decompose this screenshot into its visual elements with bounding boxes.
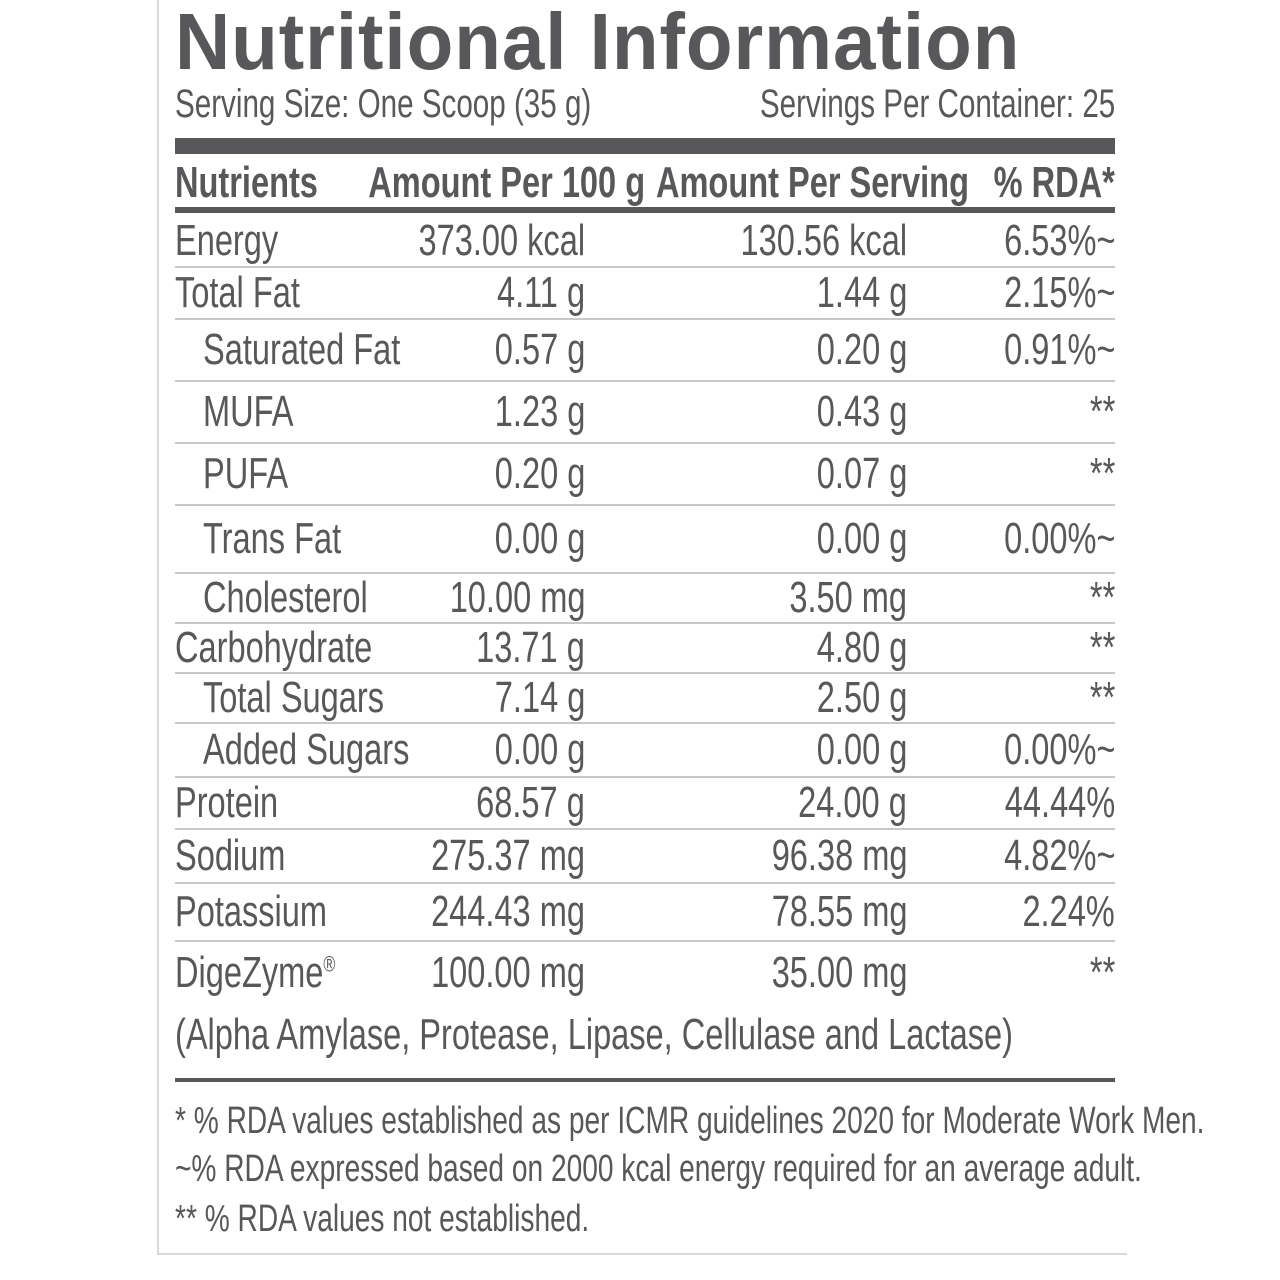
- table-row: [175, 444, 1115, 506]
- header-per-100g: Amount Per 100 g: [368, 158, 645, 207]
- amount-per-serving: 0.20 g: [816, 325, 907, 374]
- footnote-kcal: ~% RDA expressed based on 2000 kcal energy required for an average adult.: [175, 1148, 1142, 1190]
- nutrient-name: Sodium: [175, 831, 286, 880]
- footnote-not-established: ** % RDA values not established.: [175, 1198, 590, 1240]
- amount-per-serving: 0.00 g: [816, 514, 907, 563]
- header-divider: [175, 207, 1115, 213]
- rda-value: 0.00%~: [1003, 514, 1115, 563]
- amount-per-100g: 0.20 g: [494, 449, 585, 498]
- rda-value: 6.53%~: [1003, 216, 1115, 265]
- amount-per-serving: 35.00 mg: [771, 948, 907, 997]
- table-row: [175, 268, 1115, 320]
- rda-value: 0.91%~: [1003, 325, 1115, 374]
- amount-per-100g: 244.43 mg: [431, 887, 585, 936]
- header-nutrients: Nutrients: [175, 158, 318, 207]
- nutrient-name: PUFA: [203, 449, 289, 498]
- rda-value: **: [1089, 573, 1115, 622]
- nutrient-name: Trans Fat: [203, 514, 342, 563]
- amount-per-100g: 4.11 g: [496, 268, 585, 317]
- nutrient-name: MUFA: [203, 387, 294, 436]
- header-per-serving: Amount Per Serving: [656, 158, 969, 207]
- amount-per-100g: 0.57 g: [494, 325, 585, 374]
- footnote-rda: * % RDA values established as per ICMR guidelines 2020 for Moderate Work Men.: [175, 1100, 1205, 1142]
- table-row: [175, 674, 1115, 724]
- rda-value: **: [1089, 673, 1115, 722]
- nutrient-name: DigeZyme®: [175, 948, 336, 997]
- servings-per-container: [635, 82, 1115, 127]
- rda-value: 2.24%: [1022, 887, 1115, 936]
- footer-divider: [175, 1078, 1115, 1082]
- amount-per-100g: 0.00 g: [494, 514, 585, 563]
- amount-per-100g: 373.00 kcal: [418, 216, 585, 265]
- amount-per-serving: 96.38 mg: [771, 831, 907, 880]
- amount-per-serving: 3.50 mg: [789, 573, 907, 622]
- amount-per-100g: 10.00 mg: [449, 573, 585, 622]
- amount-per-100g: 0.00 g: [494, 725, 585, 774]
- table-row: [175, 942, 1115, 1004]
- amount-per-serving: 0.43 g: [816, 387, 907, 436]
- amount-per-100g: 13.71 g: [476, 623, 585, 672]
- table-row: [175, 884, 1115, 942]
- amount-per-serving: 1.44 g: [816, 268, 907, 317]
- nutrient-name: Total Sugars: [203, 673, 384, 722]
- amount-per-serving: 2.50 g: [816, 673, 907, 722]
- rda-value: **: [1089, 449, 1115, 498]
- rda-value: 44.44%: [1004, 778, 1115, 827]
- amount-per-serving: 78.55 mg: [771, 887, 907, 936]
- servings-per-container-text: Servings Per Container: 25: [759, 82, 1115, 126]
- nutrient-name: Cholesterol: [203, 573, 368, 622]
- table-row: [175, 830, 1115, 884]
- rda-value: 4.82%~: [1003, 831, 1115, 880]
- rda-value: **: [1089, 948, 1115, 997]
- nutrient-name: Energy: [175, 216, 279, 265]
- table-row: [175, 506, 1115, 574]
- table-header: [175, 158, 1115, 210]
- nutrient-name: Total Fat: [175, 268, 300, 317]
- registered-mark: ®: [323, 951, 336, 977]
- amount-per-serving: 0.00 g: [816, 725, 907, 774]
- thick-divider: [175, 138, 1115, 154]
- amount-per-100g: 100.00 mg: [431, 948, 585, 997]
- amount-per-100g: 7.14 g: [494, 673, 585, 722]
- serving-size-text: Serving Size: One Scoop (35 g): [175, 82, 592, 126]
- label-title: Nutritional Information: [175, 0, 1021, 86]
- table-row: [175, 624, 1115, 674]
- table-row: [175, 724, 1115, 778]
- nutrient-name: Carbohydrate: [175, 623, 373, 672]
- nutrient-name: Added Sugars: [203, 725, 410, 774]
- amount-per-serving: 0.07 g: [816, 449, 907, 498]
- rda-value: **: [1089, 623, 1115, 672]
- amount-per-100g: 68.57 g: [476, 778, 585, 827]
- amount-per-100g: 1.23 g: [494, 387, 585, 436]
- nutrition-label: [157, 0, 1205, 1255]
- rda-value: 2.15%~: [1003, 268, 1115, 317]
- nutrient-name: Potassium: [175, 887, 328, 936]
- amount-per-serving: 4.80 g: [816, 623, 907, 672]
- nutrient-name: Protein: [175, 778, 279, 827]
- amount-per-serving: 24.00 g: [798, 778, 907, 827]
- amount-per-serving: 130.56 kcal: [740, 216, 907, 265]
- table-row: [175, 574, 1115, 624]
- rda-value: **: [1089, 387, 1115, 436]
- table-row: [175, 216, 1115, 268]
- nutrient-name: Saturated Fat: [203, 325, 401, 374]
- table-row: [175, 320, 1115, 382]
- digezyme-note: (Alpha Amylase, Protease, Lipase, Cellulase and Lactase): [175, 1010, 1013, 1059]
- table-row: [175, 778, 1115, 830]
- header-rda: % RDA*: [993, 158, 1115, 207]
- amount-per-100g: 275.37 mg: [431, 831, 585, 880]
- table-row: [175, 382, 1115, 444]
- rda-value: 0.00%~: [1003, 725, 1115, 774]
